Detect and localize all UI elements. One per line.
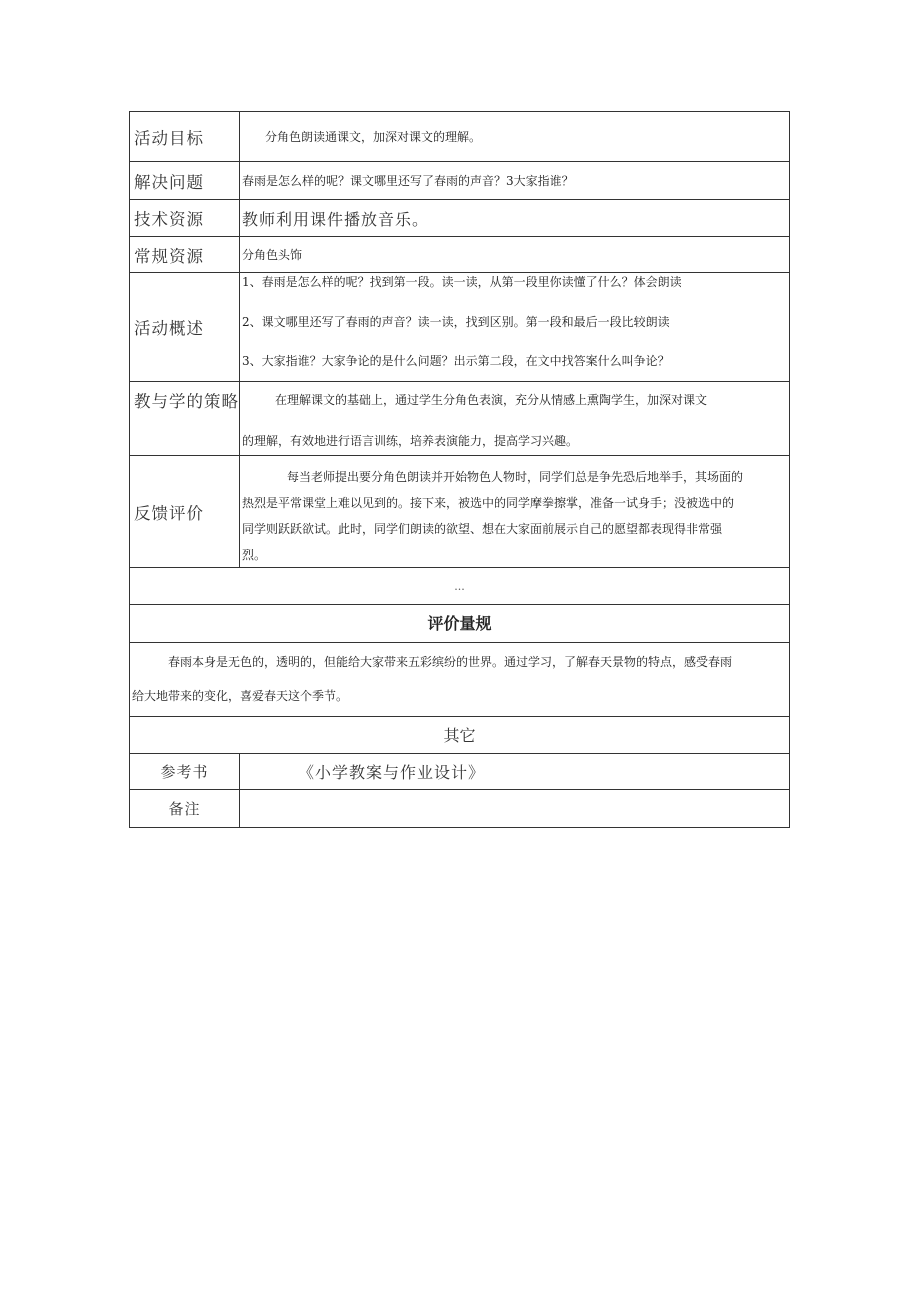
activity-goal-label: 活动目标	[130, 112, 240, 161]
row-rubric-title	[130, 605, 789, 643]
row-feedback	[130, 456, 789, 568]
teaching-strategy-label: 教与学的策略	[130, 382, 240, 455]
row-reference-book	[130, 754, 789, 790]
overview-item-2: 2、课文哪里还写了春雨的声音？读一读，找到区别。第一段和最后一段比较朗读	[242, 314, 670, 329]
lesson-plan-table	[129, 111, 790, 828]
tech-resources-label: 技术资源	[130, 200, 240, 236]
activity-overview-label: 活动概述	[130, 273, 240, 381]
row-notes	[130, 790, 789, 827]
tech-resources-text: 教师利用课件播放音乐。	[242, 209, 430, 229]
rubric-text	[130, 643, 789, 716]
solve-problem-label: 解决问题	[130, 162, 240, 199]
reference-book-label: 参考书	[130, 754, 240, 789]
feedback-line-4: 烈。	[242, 548, 267, 562]
overview-item-3: 3、大家指谁？大家争论的是什么问题？出示第二段，在文中找答案什么叫争论？	[242, 354, 670, 368]
row-activity-overview	[130, 273, 789, 382]
ellipsis-text: ...	[454, 580, 465, 593]
feedback-label: 反馈评价	[130, 456, 240, 567]
notes-value	[240, 790, 789, 827]
row-conventional-resources	[130, 237, 789, 273]
conventional-resources-label: 常规资源	[130, 237, 240, 272]
notes-label: 备注	[130, 790, 240, 827]
feedback-line-2: 热烈是平常课堂上难以见到的。接下来，被选中的同学摩拳擦掌，准备一试身手；没被选中的	[242, 496, 735, 510]
row-ellipsis	[130, 568, 789, 605]
strategy-line-1: 在理解课文的基础上，通过学生分角色表演，充分从情感上熏陶学生，加深对课文	[275, 393, 708, 407]
row-activity-goal	[130, 112, 789, 162]
row-solve-problem	[130, 162, 789, 200]
teaching-strategy-text	[240, 382, 789, 455]
feedback-line-3: 同学则跃跃欲试。此时，同学们朗读的欲望、想在大家面前展示自己的愿望都表现得非常强	[242, 522, 723, 536]
rubric-line-1: 春雨本身是无色的，透明的，但能给大家带来五彩缤纷的世界。通过学习，了解春天景物的特点，感受春雨	[168, 655, 733, 669]
other-title: 其它	[443, 726, 476, 745]
activity-goal-text: 分角色朗读通课文，加深对课文的理解。	[265, 130, 482, 144]
activity-overview-list	[240, 273, 789, 381]
conventional-resources-text: 分角色头饰	[242, 248, 303, 262]
rubric-line-2: 给大地带来的变化，喜爱春天这个季节。	[132, 689, 349, 703]
row-tech-resources	[130, 200, 789, 237]
rubric-title: 评价量规	[427, 614, 492, 633]
reference-book-value: 《小学教案与作业设计》	[298, 763, 486, 782]
row-other-title	[130, 717, 789, 754]
row-teaching-strategy	[130, 382, 789, 456]
row-rubric-text	[130, 643, 789, 717]
overview-item-1: 1、春雨是怎么样的呢？找到第一段。读一读，从第一段里你读懂了什么？体会朗读	[242, 275, 682, 289]
strategy-line-2: 的理解，有效地进行语言训练，培养表演能力，提高学习兴趣。	[242, 434, 579, 448]
solve-problem-text: 春雨是怎么样的呢？课文哪里还写了春雨的声音？3大家指谁？	[242, 174, 574, 188]
feedback-line-1: 每当老师提出要分角色朗读并开始物色人物时，同学们总是争先恐后地举手，其场面的	[287, 470, 744, 484]
feedback-text	[240, 456, 789, 567]
